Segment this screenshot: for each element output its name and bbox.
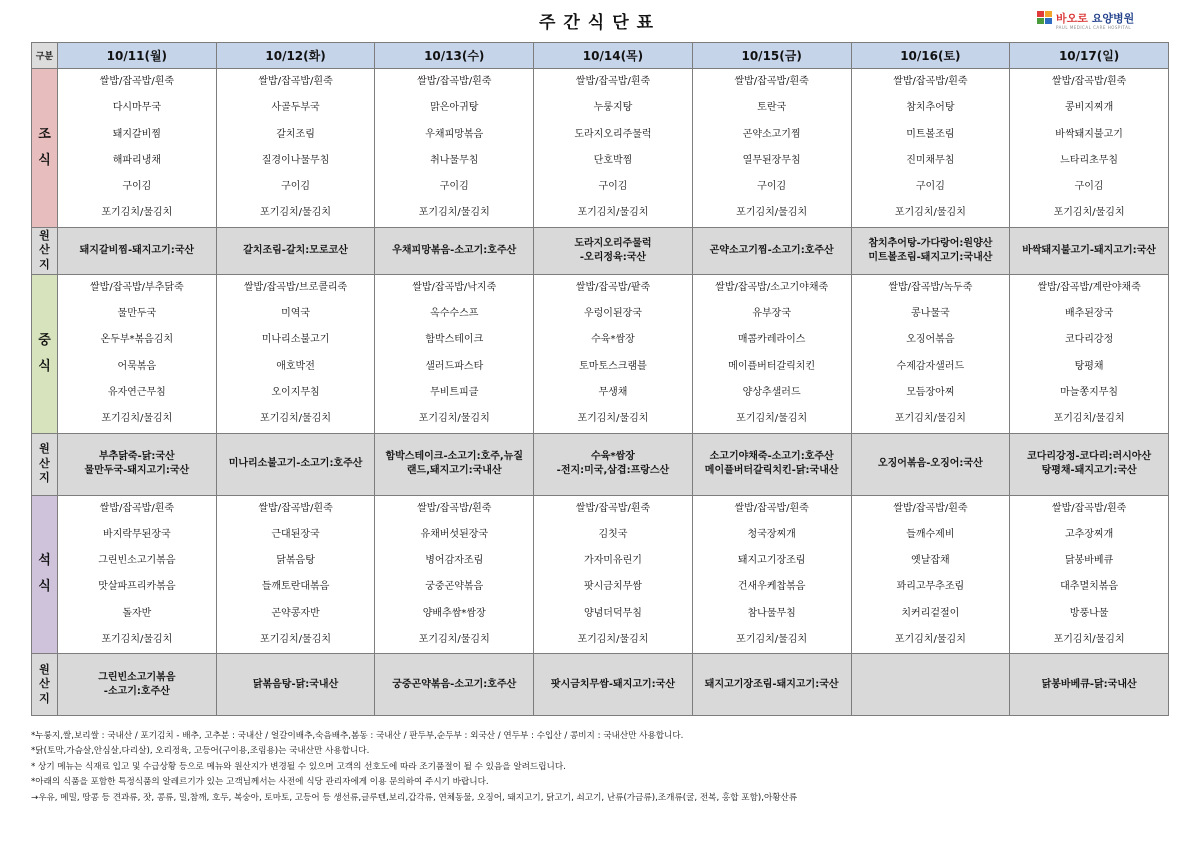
menu-item: 진미채무침 (906, 154, 955, 166)
menu-item: 구이김 (598, 181, 628, 193)
menu-item: 사골두부국 (271, 102, 320, 114)
menu-item: 쌀밥/잡곡밥/부추닭죽 (90, 281, 184, 293)
menu-item: 미나리소불고기 (261, 334, 330, 346)
menu-item: 곤약소고기찜 (742, 128, 801, 140)
origin-info: 돼지고기장조림-돼지고기:국산 (692, 654, 851, 716)
menu-item: 돼지갈비찜 (112, 128, 161, 140)
menu-item: 옥수수스프 (430, 308, 479, 320)
menu-item: 포기김치/물김치 (577, 207, 649, 219)
menu-item: 샐러드파스타 (425, 360, 484, 372)
menu-item: 쌀밥/잡곡밥/흰죽 (734, 76, 809, 87)
menu-item: 코다리강정 (1064, 334, 1114, 346)
dinner-menu-cell (851, 495, 1010, 654)
menu-item: 그린빈소고기볶음 (98, 555, 176, 567)
menu-item: 들깨토란대볶음 (261, 581, 330, 593)
origin-label-char: 산 (39, 456, 50, 470)
origin-info: 곤약소고기찜-소고기:호주산 (692, 227, 851, 274)
origin-info: 코다리강정-코다리:러시아산 탕평채-돼지고기:국산 (1010, 433, 1169, 495)
menu-item: 구이김 (439, 181, 469, 193)
origin-info: 닭볶음탕-닭:국내산 (216, 654, 375, 716)
origin-info: 돼지갈비찜-돼지고기:국산 (58, 227, 217, 274)
menu-item: 들깨수제비 (906, 528, 955, 540)
origin-label-char: 지 (39, 258, 50, 272)
lunch-row (32, 274, 1169, 433)
origin-info: 닭봉바베큐-닭:국내산 (1010, 654, 1169, 716)
menu-item: 닭봉바베큐 (1064, 555, 1114, 567)
menu-item: 포기김치/물김치 (101, 207, 173, 219)
menu-item: 쌀밥/잡곡밥/흰죽 (417, 502, 492, 514)
menu-item: 포기김치/물김치 (1053, 634, 1125, 646)
menu-item: 메이플버터갈릭치킨 (728, 360, 816, 372)
menu-item: 쌀밥/잡곡밥/흰죽 (99, 502, 175, 514)
origin-info: 궁중곤약볶음-소고기:호주산 (375, 654, 534, 716)
dinner-menu-cell (375, 495, 534, 654)
menu-item: 마늘쫑지무침 (1060, 386, 1119, 398)
menu-item: 우렁이된장국 (583, 308, 642, 320)
lunch-label-char: 중 (38, 332, 51, 348)
origin-label (32, 227, 58, 274)
logo-brand-b: 요양병원 (1091, 12, 1135, 25)
menu-item: 포기김치/물김치 (894, 207, 966, 219)
menu-item: 쌀밥/잡곡밥/계란야채죽 (1037, 281, 1141, 293)
origin-label-char: 산 (39, 677, 50, 691)
menu-item: 포기김치/물김치 (736, 207, 808, 219)
dinner-label (32, 495, 58, 654)
menu-item: 쌀밥/잡곡밥/흰죽 (734, 502, 809, 514)
menu-item: 쌀밥/잡곡밥/브로콜리죽 (243, 281, 348, 293)
menu-item: 포기김치/물김치 (894, 634, 966, 646)
origin-info: 갈치조림-갈치:모로코산 (216, 227, 375, 274)
origin-info: 수육*쌈장 -전지:미국,삼겹:프랑스산 (534, 433, 693, 495)
menu-item: 느타리초무침 (1060, 154, 1119, 166)
lunch-label (32, 274, 58, 433)
menu-item: 취나물무침 (430, 154, 479, 166)
menu-item: 쌀밥/잡곡밥/흰죽 (1051, 76, 1127, 87)
dinner-label-char: 석 (38, 553, 51, 569)
menu-item: 다시마무국 (112, 102, 161, 114)
menu-item: 닭볶음탕 (276, 555, 315, 567)
day-header: 10/14(목) (534, 43, 693, 69)
menu-item: 포기김치/물김치 (1053, 207, 1125, 219)
menu-item: 참나물무침 (747, 607, 796, 619)
menu-item: 근대된장국 (271, 528, 320, 540)
origin-info: 부추닭죽-닭:국산 물만두국-돼지고기:국산 (58, 433, 217, 495)
menu-item: 매콤카레라이스 (737, 334, 806, 346)
menu-item: 가자미유린기 (583, 555, 642, 567)
lunch-origin-row (32, 433, 1169, 495)
menu-item: 유부장국 (752, 308, 791, 320)
origin-info: 우채피망볶음-소고기:호주산 (375, 227, 534, 274)
menu-item: 무생채 (598, 386, 628, 398)
origin-label-char: 원 (39, 441, 50, 455)
menu-item: 유자연근무침 (107, 386, 166, 398)
menu-item: 쌀밥/잡곡밥/흰죽 (258, 76, 333, 87)
menu-item: 함박스테이크 (425, 334, 484, 346)
origin-label-char: 지 (39, 692, 50, 706)
menu-item: 쌀밥/잡곡밥/흰죽 (575, 76, 651, 87)
menu-item: 미역국 (281, 308, 311, 320)
menu-item: 쌀밥/잡곡밥/팥죽 (575, 281, 651, 293)
menu-item: 맛살파프리카볶음 (98, 581, 176, 593)
day-header: 10/15(금) (692, 43, 851, 69)
menu-item: 쌀밥/잡곡밥/흰죽 (417, 76, 492, 87)
menu-item: 고추장찌개 (1064, 528, 1114, 540)
page-title: 주간식단표 (538, 13, 662, 33)
origin-info: 바싹돼지불고기-돼지고기:국산 (1010, 227, 1169, 274)
breakfast-menu-cell (692, 69, 851, 228)
logo-brand-a: 바오로 (1056, 12, 1088, 25)
note-line: *닭(토막,가슴살,안심살,다리살), 오리정육, 고등어(구이용,조림용)는 국내산만 사용합니다. (31, 746, 370, 757)
menu-item: 대추멸치볶음 (1060, 581, 1119, 593)
menu-item: 양념더덕무침 (583, 607, 642, 619)
menu-item: 포기김치/물김치 (101, 634, 173, 646)
menu-item: 모듬장아찌 (906, 386, 955, 398)
menu-item: 미트볼조림 (906, 128, 955, 140)
menu-item: 포기김치/물김치 (418, 413, 490, 425)
menu-item: 양상추샐러드 (742, 386, 801, 398)
menu-item: 구이김 (915, 181, 945, 193)
menu-item: 질경이나물무침 (261, 154, 330, 166)
menu-item: 갈치조림 (276, 128, 315, 140)
menu-item: 토란국 (757, 102, 787, 114)
menu-item: 병어감자조림 (425, 555, 484, 567)
menu-item: 애호박전 (276, 360, 315, 372)
breakfast-menu-cell (1010, 69, 1169, 228)
menu-item: 물만두국 (117, 308, 157, 320)
menu-item: 쌀밥/잡곡밥/흰죽 (258, 502, 333, 514)
menu-item: 포기김치/물김치 (736, 413, 808, 425)
notes (31, 729, 1171, 806)
lunch-menu-cell (375, 274, 534, 433)
menu-item: 구이김 (1074, 181, 1104, 193)
origin-label-char: 원 (39, 662, 50, 676)
note-line: *아래의 식품을 포함한 특정식품의 알레르기가 있는 고객님께서는 사전에 식당 관리자에게 이용 문의하여 주시기 바랍니다. (31, 777, 489, 788)
dinner-menu-cell (534, 495, 693, 654)
menu-item: 바지락무된장국 (103, 528, 171, 540)
origin-label-char: 지 (39, 471, 50, 485)
menu-item: 구이김 (122, 181, 152, 193)
menu-item: 탕평채 (1074, 360, 1104, 372)
menu-item: 포기김치/물김치 (260, 413, 332, 425)
menu-item: 포기김치/물김치 (1053, 413, 1125, 425)
menu-item: 포기김치/물김치 (418, 634, 490, 646)
menu-item: 팟시금치무쌈 (583, 581, 642, 593)
dinner-label-char: 식 (38, 579, 51, 595)
breakfast-menu-cell (851, 69, 1010, 228)
menu-item: 포기김치/물김치 (577, 634, 649, 646)
menu-item: 포기김치/물김치 (577, 413, 649, 425)
menu-item: 포기김치/물김치 (736, 634, 808, 646)
origin-info: 참치추어탕-가다랑어:원양산 미트볼조림-돼지고기:국내산 (851, 227, 1010, 274)
origin-info: 오징어볶음-오징어:국산 (851, 433, 1010, 495)
day-header: 10/11(월) (58, 43, 217, 69)
origin-label (32, 654, 58, 716)
menu-item: 쌀밥/잡곡밥/흰죽 (99, 76, 175, 87)
menu-item: 맑은아귀탕 (430, 102, 479, 114)
breakfast-menu-cell (58, 69, 217, 228)
note-line: →우유, 메밀, 땅콩 등 견과류, 잣, 콩류, 밀,참깨, 호두, 복숭아, 토마토, 고등어 등 생선류,글루텐,보리,갑각류, 연체동물, 오징어, 돼지고기, 닭고기, 쇠고기, 난류(가금류),조개류(굴, 전복, 홍합 포함),아황산류 (31, 792, 798, 803)
dinner-row (32, 495, 1169, 654)
note-line: * 상기 메뉴는 식재료 입고 및 수급상황 등으로 메뉴와 원산지가 변경될 수 있으며 고객의 선호도에 따라 조기품절이 될 수 있음을 알려드립니다. (31, 761, 566, 772)
weekly-menu-table (31, 42, 1169, 716)
menu-item: 콩나물국 (911, 308, 950, 320)
day-header: 10/12(화) (216, 43, 375, 69)
origin-info: 소고기야채죽-소고기:호주산 메이플버터갈릭치킨-닭:국내산 (692, 433, 851, 495)
menu-item: 쌀밥/잡곡밥/소고기야채죽 (715, 281, 829, 293)
menu-item: 쌀밥/잡곡밥/녹두죽 (888, 281, 973, 293)
origin-info (851, 654, 1010, 716)
menu-item: 방풍나물 (1069, 607, 1109, 619)
menu-item: 단호박찜 (593, 154, 633, 166)
menu-item: 오이지무침 (271, 386, 320, 398)
breakfast-label (32, 69, 58, 228)
origin-label-char: 원 (39, 228, 50, 242)
origin-info: 도라지오리주물럭 -오리정육:국산 (534, 227, 693, 274)
day-header: 10/16(토) (851, 43, 1010, 69)
breakfast-row (32, 69, 1169, 228)
origin-info: 미나리소불고기-소고기:호주산 (216, 433, 375, 495)
menu-item: 우채피망볶음 (425, 128, 484, 140)
menu-item: 도라지오리주물럭 (574, 128, 652, 140)
dinner-menu-cell (1010, 495, 1169, 654)
menu-item: 무비트피클 (430, 386, 479, 398)
menu-item: 콩비지찌개 (1064, 102, 1114, 114)
lunch-menu-cell (216, 274, 375, 433)
origin-label-char: 산 (39, 243, 50, 257)
breakfast-menu-cell (375, 69, 534, 228)
menu-item: 오징어볶음 (906, 334, 955, 346)
menu-item: 쌀밥/잡곡밥/흰죽 (893, 502, 968, 514)
breakfast-menu-cell (216, 69, 375, 228)
menu-item: 바싹돼지불고기 (1055, 128, 1123, 140)
lunch-menu-cell (58, 274, 217, 433)
lunch-menu-cell (851, 274, 1010, 433)
corner-label: 구분 (32, 43, 58, 69)
lunch-menu-cell (1010, 274, 1169, 433)
day-header: 10/13(수) (375, 43, 534, 69)
menu-item: 궁중곤약볶음 (425, 581, 484, 593)
menu-item: 수육*쌈장 (591, 334, 635, 346)
menu-item: 포기김치/물김치 (260, 634, 332, 646)
menu-item: 쌀밥/잡곡밥/흰죽 (575, 502, 651, 514)
menu-item: 청국장찌개 (747, 528, 796, 540)
menu-item: 참치추어탕 (906, 102, 955, 114)
origin-info: 함박스테이크-소고기:호주,뉴질 랜드,돼지고기:국내산 (375, 433, 534, 495)
menu-item: 쌀밥/잡곡밥/흰죽 (1051, 502, 1127, 514)
menu-item: 돌자반 (122, 607, 152, 619)
breakfast-label-char: 식 (38, 152, 51, 168)
note-line: *누룽지,쌀,보리쌀 : 국내산 / 포기김치 - 배추, 고추분 : 국내산 / 얼갈이배추,숙음배추,봄동 : 국내산 / 판두부,순두부 : 외국산 / 연두부 : 수입산 / 콩비지 : 국내산만 사용합니다. (31, 731, 684, 741)
menu-item: 쌀밥/잡곡밥/흰죽 (893, 76, 968, 87)
menu-item: 포기김치/물김치 (260, 207, 332, 219)
menu-item: 열무된장무침 (742, 154, 801, 166)
dinner-menu-cell (58, 495, 217, 654)
logo-icon (1037, 11, 1053, 25)
logo-brand (1056, 10, 1134, 26)
dinner-menu-cell (692, 495, 851, 654)
dinner-menu-cell (216, 495, 375, 654)
origin-label (32, 433, 58, 495)
origin-info: 그린빈소고기볶음 -소고기:호주산 (58, 654, 217, 716)
lunch-menu-cell (692, 274, 851, 433)
menu-item: 건새우케찹볶음 (737, 581, 806, 593)
logo-tagline: PAUL MEDICAL CARE HOSPITAL (1056, 25, 1132, 30)
menu-item: 해파리냉채 (112, 154, 161, 166)
menu-item: 꽈리고무추조림 (896, 581, 965, 593)
menu-item: 포기김치/물김치 (894, 413, 966, 425)
menu-item: 김칫국 (598, 528, 628, 540)
menu-item: 곤약콩자반 (271, 607, 320, 619)
menu-item: 치커리겉절이 (901, 607, 960, 619)
menu-item: 옛날잡채 (911, 555, 950, 567)
menu-item: 구이김 (281, 181, 311, 193)
breakfast-label-char: 조 (38, 126, 51, 142)
hospital-logo (1037, 9, 1177, 33)
menu-item: 유채버섯된장국 (420, 528, 489, 540)
breakfast-origin-row (32, 227, 1169, 274)
menu-item: 포기김치/물김치 (418, 207, 490, 219)
lunch-menu-cell (534, 274, 693, 433)
header-row (32, 43, 1169, 69)
menu-item: 배추된장국 (1064, 308, 1114, 320)
dinner-origin-row (32, 654, 1169, 716)
menu-item: 구이김 (757, 181, 787, 193)
menu-item: 쌀밥/잡곡밥/낙지죽 (412, 281, 497, 293)
menu-item: 돼지고기장조림 (737, 555, 806, 567)
menu-item: 누룽지탕 (593, 102, 633, 114)
breakfast-menu-cell (534, 69, 693, 228)
lunch-label-char: 식 (38, 358, 51, 374)
menu-item: 양배추쌈*쌈장 (422, 607, 486, 619)
day-header: 10/17(일) (1010, 43, 1169, 69)
menu-item: 어묵볶음 (117, 360, 157, 372)
menu-item: 온두부*볶음김치 (100, 334, 174, 346)
menu-item: 토마토스크램블 (579, 360, 647, 372)
menu-item: 수제감자샐러드 (896, 360, 965, 372)
origin-info: 팟시금치무쌈-돼지고기:국산 (534, 654, 693, 716)
menu-item: 포기김치/물김치 (101, 413, 173, 425)
